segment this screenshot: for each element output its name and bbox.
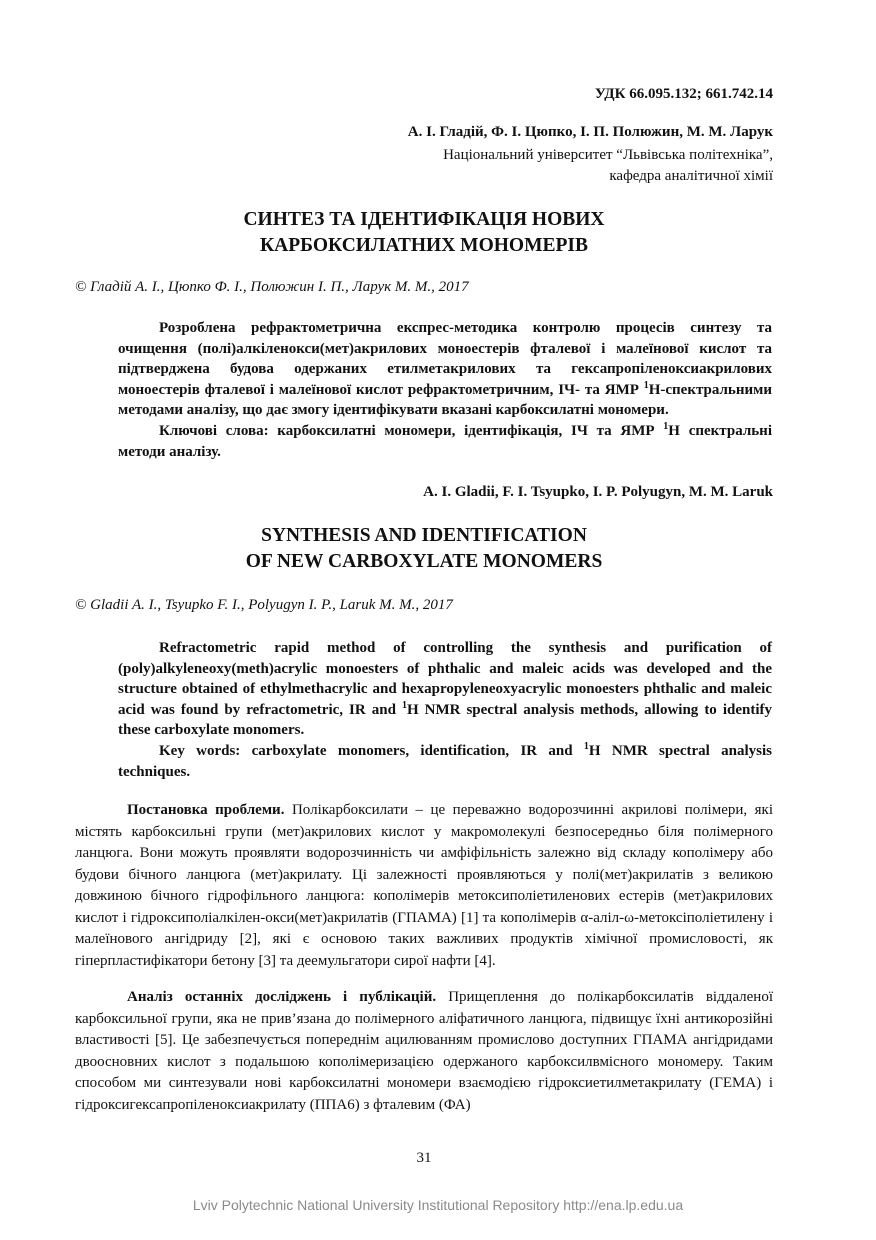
en-abstract [118, 638, 772, 782]
en-keywords-sup: 1 [583, 740, 589, 752]
en-authors: A. I. Gladii, F. I. Tsyupko, I. P. Polyugyn, M. M. Laruk [423, 484, 773, 500]
section-1-heading: Постановка проблеми. [127, 802, 285, 818]
page-number: 31 [416, 1150, 432, 1166]
ua-abstract-sup: 1 [643, 379, 649, 391]
ua-title-line-1: СИНТЕЗ ТА ІДЕНТИФІКАЦІЯ НОВИХ [243, 209, 605, 230]
udk-code: УДК 66.095.132; 661.742.14 [594, 86, 773, 102]
section-literature-analysis [75, 987, 773, 1116]
ua-keywords-part-a: Ключові слова: карбоксилатні мономери, ідентифікація, ІЧ та ЯМР [159, 422, 664, 439]
ua-title [0, 207, 848, 259]
section-1-text: Полікарбоксилати – це переважно водорозчинні акрилові полімери, які містять карбоксильні групи (мет)акрилових кислот у макромолекулі безпосередньо біля полімерного ланцюга. Вони можуть проявляти водорозчинність чи амфіфільність залежно від складу кополімеру або будови бічного ланцюга (мет)акрилату. Ці залежності проявляються у полі(мет)акрилатів з великою довжиною бічного гідрофільного ланцюга: кополімерів метоксиполіетиленових естерів (мет)акрилових кислот і гідроксиполіалкілен-окси(мет)акрилатів (ГПАМА) [1] та кополімерів α-аліл-ω-метоксіполіетилену і малеїнового ангідриду [2], які є основою таких важливих продуктів хімічної промисловості, як гіперпластифікатори бетону [3] та деемульгатори сирої нафти [4]. [75, 802, 773, 969]
en-abstract-sup: 1 [401, 699, 407, 711]
section-2-paragraph [75, 987, 773, 1116]
ua-keywords-sup: 1 [663, 420, 669, 432]
affiliation-line-2: кафедра аналітичної хімії [609, 168, 773, 184]
en-title-line-1: SYNTHESIS AND IDENTIFICATION [261, 525, 587, 546]
en-keywords-part-a: Key words: carboxylate monomers, identification, IR and [159, 742, 584, 759]
en-abstract-part-a: Refractometric rapid method of controlling the synthesis and purification of (poly)alkyleneoxy(meth)acrylic monoesters of phthalic and maleic acids was developed and the structure obtained of ethylmethacrylic and hexapropyleneoxyacrylic monoesters phthalic and maleic acid was found by refractometric, IR and [118, 640, 772, 718]
en-title [0, 523, 848, 575]
section-1-paragraph [75, 800, 773, 972]
en-keywords [118, 741, 772, 782]
ua-keywords [118, 421, 772, 462]
en-title-line-2: OF NEW CARBOXYLATE MONOMERS [245, 551, 603, 572]
ua-abstract-part-a: Розроблена рефрактометрична експрес-методика контролю процесів синтезу та очищення (полі)алкіленокси(мет)акрилових моноестерів фталевої і малеїнової кислот та підтверджена будова одержаних етилметакрилових та гексапропіленоксиакрилових моноестерів фталевої і малеїнової кислот рефрактометричним, ІЧ- та ЯМР [118, 320, 772, 398]
section-2-text: Прищеплення до полікарбоксилатів віддаленої карбоксильної групи, яка не прив’язана до полімерного аліфатичного ланцюга, підвищує їхні антикорозійні властивості [5]. Це забезпечується попереднім ацилюванням промислово доступних ГПАМА ангідридами двоосновних кислот з подальшою кополімеризацією одержаного карбоксилвмісного мономеру. Таким способом ми синтезували нові карбоксилатні мономери взаємодією гідроксиетилметакрилату (ГЕМА) і гідроксигексапропіленоксиакрилату (ППА6) з фталевим (ФА) [75, 989, 773, 1113]
ua-title-line-2: КАРБОКСИЛАТНИХ МОНОМЕРІВ [260, 235, 588, 256]
en-abstract-text [118, 638, 772, 741]
ua-keywords-part-b: Н спектральні методи аналізу. [118, 422, 772, 460]
en-abstract-part-b: H NMR spectral analysis methods, allowing to identify these carboxylate monomers. [118, 701, 772, 739]
ua-abstract-text [118, 318, 772, 421]
ua-copyright: © Гладій А. І., Цюпко Ф. І., Полюжин І. П., Ларук М. М., 2017 [75, 279, 469, 295]
en-keywords-part-b: H NMR spectral analysis techniques. [118, 742, 772, 780]
section-problem-statement [75, 800, 773, 972]
en-copyright: © Gladii A. I., Tsyupko F. I., Polyugyn I. P., Laruk M. M., 2017 [75, 597, 453, 613]
ua-abstract [118, 318, 772, 462]
affiliation-line-1: Національний університет “Львівська політехніка”, [443, 147, 773, 163]
section-2-heading: Аналіз останніх досліджень і публікацій. [127, 989, 437, 1005]
ua-authors: А. І. Гладій, Ф. І. Цюпко, І. П. Полюжин, М. М. Ларук [407, 124, 773, 140]
ua-abstract-part-b: Н-спектральними методами аналізу, що дає змогу ідентифікувати вказані карбоксилатні мономери. [118, 381, 772, 419]
ua-affiliation [443, 145, 773, 187]
repository-footer: Lviv Polytechnic National University Institutional Repository http://ena.lp.edu.ua [192, 1197, 684, 1213]
